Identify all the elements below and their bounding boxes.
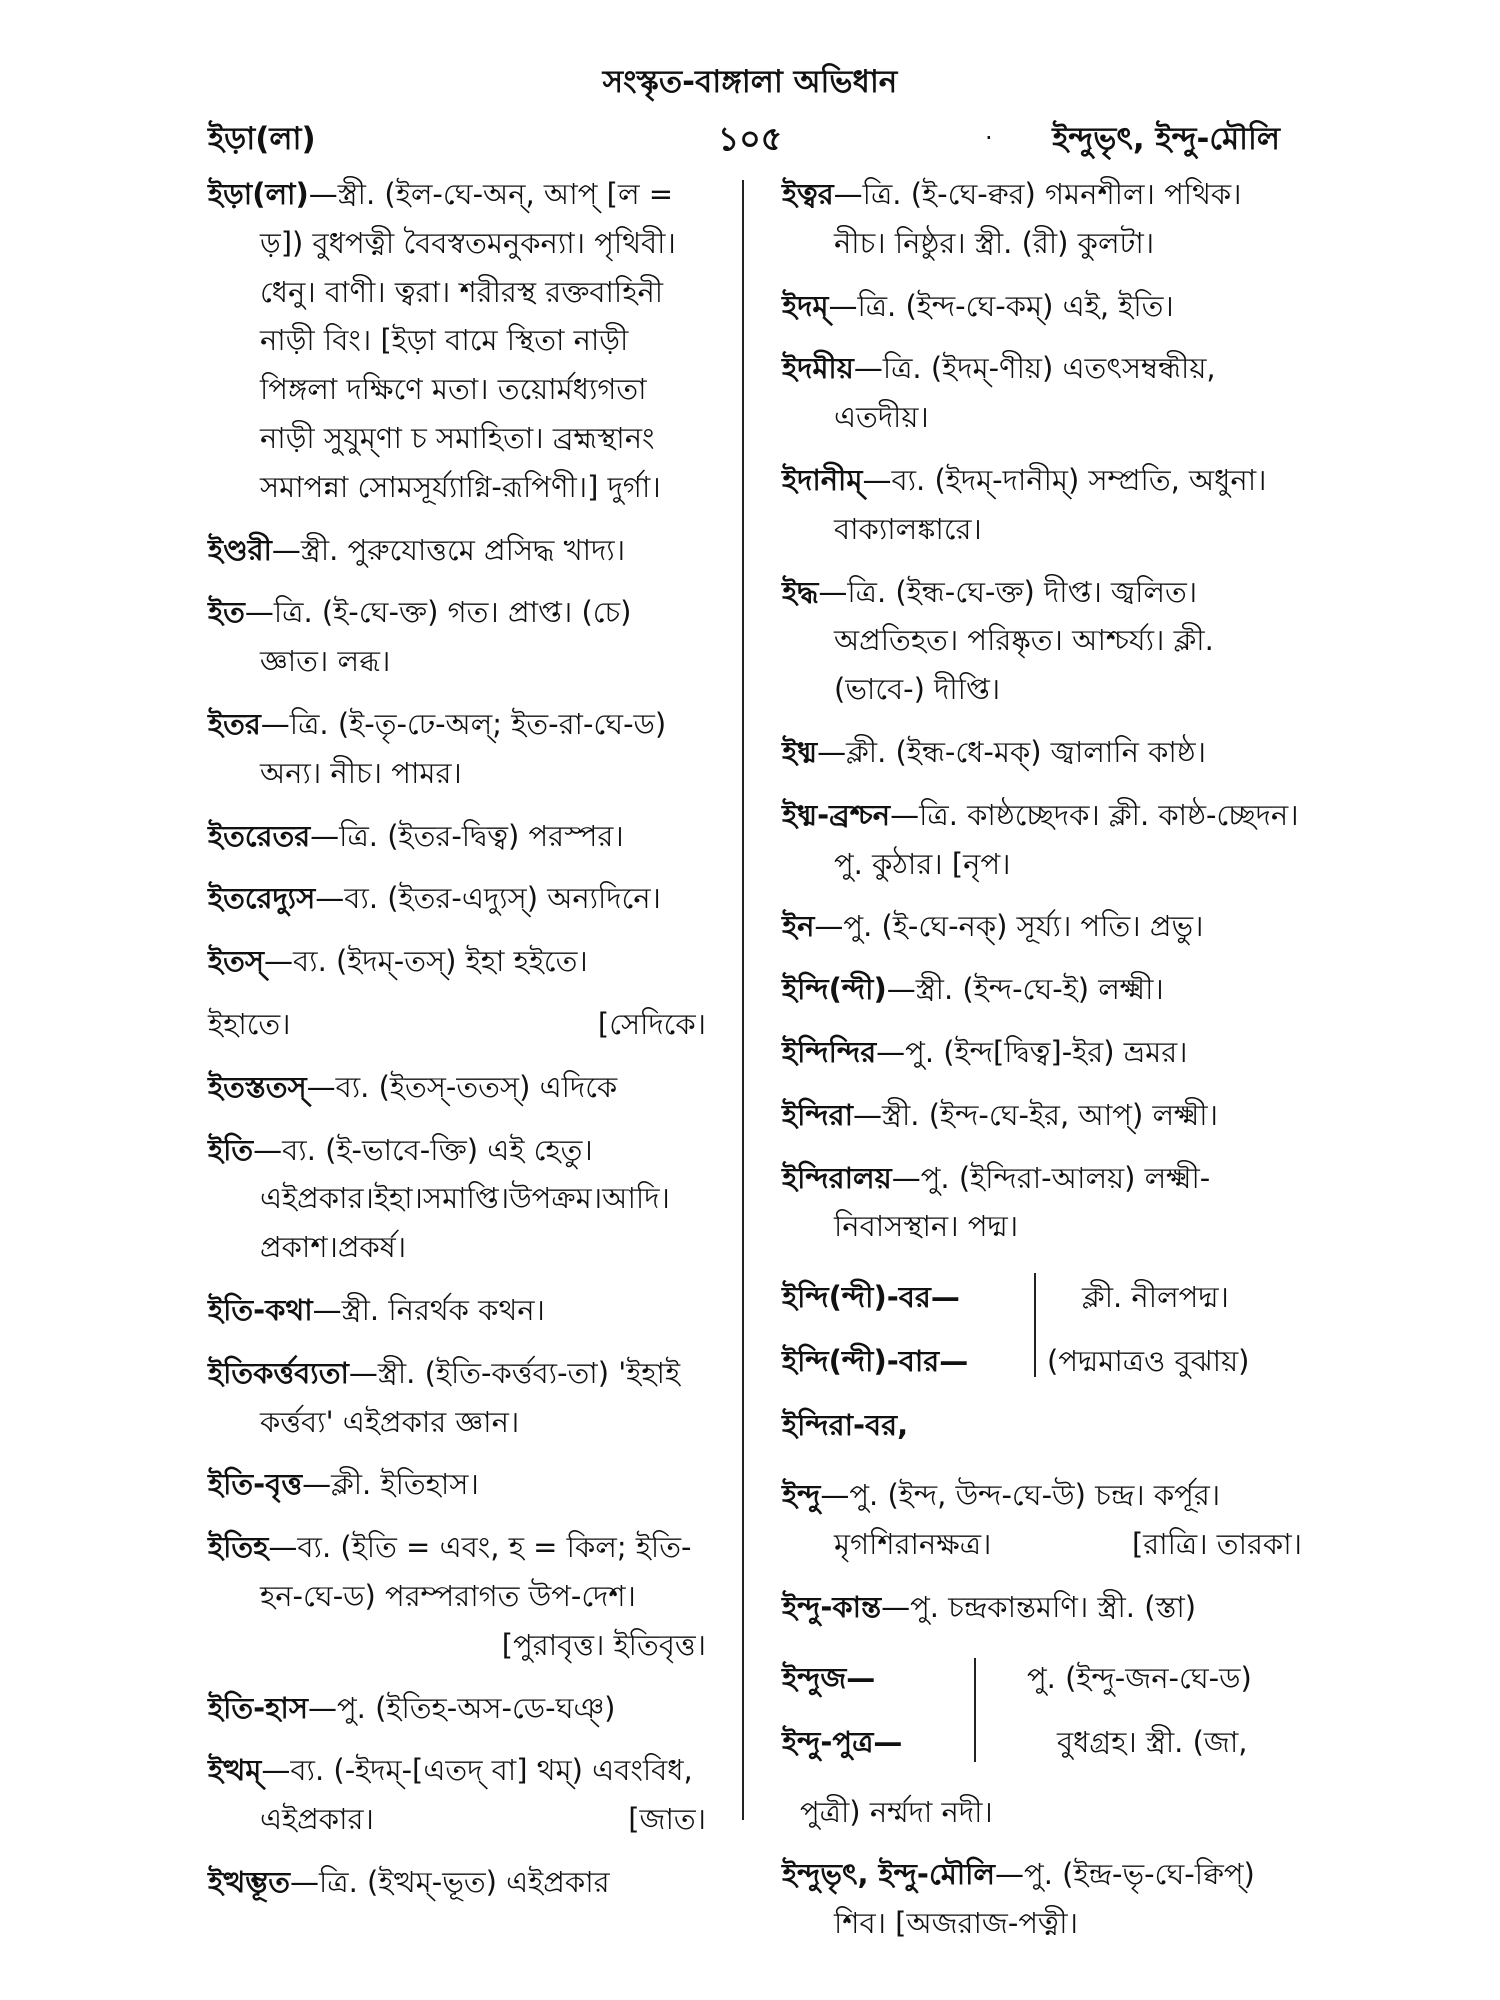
definition: —পু. (ইন্দিরা-আলয়) লক্ষ্মী-নিবাসস্থান। পদ্ম।	[834, 1160, 1211, 1244]
definition: —ত্রি. (ইত্থম্-ভূত) এইপ্রকার	[290, 1864, 610, 1899]
running-head-left: ইড়া(লা)	[208, 121, 316, 157]
headword: ইতরেদ্যুস	[208, 881, 316, 916]
entry	[782, 1154, 1302, 1252]
headword: ইত	[208, 595, 245, 630]
entry	[782, 344, 1302, 442]
headword: ইড়া(লা)	[208, 177, 309, 211]
entry	[208, 812, 706, 861]
brace-group-mercury	[782, 1646, 1302, 1774]
entry	[208, 1746, 706, 1844]
headword: ইত্বর	[782, 177, 834, 211]
brace-row	[782, 1710, 1302, 1774]
definition: —ত্রি. (ইদম্-ণীয়) এতৎসম্বন্ধীয়, এতদীয়।	[834, 351, 1216, 435]
headword: ইন্দিরা	[782, 1097, 854, 1132]
right-column	[782, 170, 1302, 1962]
entry	[782, 282, 1302, 331]
entry	[208, 1460, 706, 1509]
definition: —ব্য. (ইদম্-তস্) ইহা হইতে।	[264, 944, 588, 979]
definition: —পু. (ইন্দ্র-ভৃ-ঘে-ক্বিপ্) শিব। [অজরাজ-পত্নী।	[834, 1857, 1255, 1941]
entry	[782, 1583, 1302, 1632]
entry	[782, 791, 1302, 889]
definition: —ব্য. (ইতি = এবং, হ = কিল; ইতি-হন-ঘে-ড) পরম্পরাগত উপ-দেশ।	[260, 1530, 692, 1613]
definition: —পু. চন্দ্রকান্তমণি। স্ত্রী. (স্তা)	[881, 1589, 1197, 1624]
brace-icon	[1034, 1273, 1046, 1377]
headword: ইতস্	[208, 944, 265, 979]
entry	[782, 902, 1302, 951]
headword: ইন্দু-পুত্র—	[782, 1724, 903, 1759]
entry	[208, 874, 706, 923]
headword: ইন্দি(ন্দী)-বর—	[782, 1280, 960, 1315]
entry	[208, 1523, 706, 1669]
definition: ইহাতে।	[208, 1006, 291, 1041]
headword: ইধ্ম	[782, 734, 818, 769]
definition: —ত্রি. (ইতর-দ্বিত্ব) পরস্পর।	[310, 818, 624, 853]
headword: ইতি-হাস	[208, 1690, 308, 1725]
definition: —স্ত্রী. (ইল-ঘে-অন্, আপ্ [ল = ড়]) বুধপত্নী বৈবস্বতমনুকন্যা। পৃথিবী। ধেনু। বাণী। ত্বরা। শরীরস্থ রক্তবাহিনী নাড়ী বিং। [ইড়া বামে স্থিতা নাড়ী পিঙ্গলা দক্ষিণে মতা। তয়োর্মধ্যগতা নাড়ী সুযুম্ণা চ সমাহিতা। ব্রহ্মস্থানং সমাপন্না সোমসূর্য্যাগ্নি-রূপিণী।] দুর্গা।	[260, 177, 676, 504]
definition-tail: [রাত্রি। তারকা।	[1131, 1526, 1302, 1561]
entry	[208, 526, 706, 575]
entry	[208, 1063, 706, 1112]
definition: —ত্রি. (ই-ঘে-ক্ত) গত। প্রাপ্ত। (চে) জ্ঞাত। লব্ধ।	[244, 595, 632, 679]
headword: ইন	[782, 909, 815, 944]
definition: —ত্রি. (ইন্ধ-ঘে-ক্ত) দীপ্ত। জ্বলিত। অপ্রতিহত। পরিষ্কৃত। আশ্চর্য্য। ক্লী. (ভাবে-) দীপ্তি।	[818, 574, 1214, 707]
page-title: সংস্কৃত-বাঙ্গালা অভিধান	[602, 64, 898, 100]
definition: —ত্রি. কাষ্ঠচ্ছেদক। ক্লী. কাষ্ঠ-চ্ছেদন। পু. কুঠার। [নৃপ।	[834, 797, 1299, 881]
definition: (পদ্মমাত্রও বুঝায়)	[1047, 1344, 1250, 1379]
brace-row	[782, 1646, 1302, 1710]
headword: ইন্দুজ—	[782, 1660, 876, 1695]
header-dot: ·	[985, 124, 993, 152]
brace-icon	[974, 1658, 986, 1762]
headword: ইন্দিন্দির	[782, 1034, 877, 1069]
definition-tail: [পুরাবৃত্ত। ইতিবৃত্ত।	[501, 1627, 706, 1662]
entry	[782, 456, 1302, 554]
headword: ইতিকর্ত্তব্যতা	[208, 1355, 349, 1390]
entry	[782, 1471, 1302, 1569]
entry	[208, 1684, 706, 1733]
entry	[208, 1000, 706, 1049]
headword: ইত্থম্	[208, 1753, 262, 1788]
definition-tail: [জাত।	[628, 1802, 706, 1837]
headword: ইন্দিরা-বর,	[782, 1408, 909, 1443]
headword: ইতি	[208, 1132, 254, 1167]
headword: ইদমীয়	[782, 351, 854, 386]
definition: —স্ত্রী. (ইন্দ-ঘে-ইর, আপ্) লক্ষ্মী।	[853, 1097, 1218, 1132]
headword: ইন্দি(ন্দী)-বার—	[782, 1344, 969, 1379]
definition: —স্ত্রী. নিরর্থক কথন।	[312, 1292, 545, 1327]
headword: ইতরেতর	[208, 818, 311, 853]
entry	[782, 568, 1302, 714]
headword: ইন্দু-কান্ত	[782, 1589, 882, 1624]
definition: বুধগ্রহ। স্ত্রী. (জা,	[1057, 1724, 1248, 1759]
definition: —ত্রি. (ইন্দ-ঘে-কম্) এই, ইতি।	[828, 288, 1174, 323]
entry	[208, 1349, 706, 1447]
definition: —ক্লী. (ইন্ধ-ধে-মক্) জ্বালানি কাষ্ঠ।	[817, 734, 1207, 769]
page-number: ১০৫	[717, 119, 783, 158]
entry	[782, 1850, 1302, 1948]
definition: —ব্য. (ই-ভাবে-ক্তি) এই হেতু। এইপ্রকার।ইহা।সমাপ্তি।উপক্রম।আদি। প্রকাশ।প্রকর্ষ।	[253, 1132, 670, 1265]
definition: পু. (ইন্দু-জন-ঘে-ড)	[1027, 1660, 1252, 1695]
definition: ক্লী. নীলপদ্ম।	[1082, 1280, 1229, 1315]
definition: —পু. (ইন্দ, উন্দ-ঘে-উ) চন্দ্র। কর্পূর। মৃগশিরানক্ষত্র।	[820, 1478, 1221, 1561]
headword: ইতি-কথা	[208, 1292, 313, 1327]
definition: —পু. (ইন্দ[দ্বিত্ব]-ইর) ভ্রমর।	[876, 1034, 1188, 1069]
definition: —ব্য. (ইতস্-ততস্) এদিকে	[306, 1069, 618, 1104]
definition: —স্ত্রী. (ইন্দ-ঘে-ই) লক্ষ্মী।	[886, 972, 1164, 1007]
headword: ইন্দিরালয়	[782, 1160, 892, 1195]
headword: ইত্থম্ভূত	[208, 1864, 290, 1899]
headword: ইণ্ডরী	[208, 532, 272, 567]
entry	[782, 170, 1302, 268]
definition: —ত্রি. (ই-তৃ-ঢে-অল্; ইত-রা-ঘে-ড) অন্য। নীচ। পামর।	[260, 706, 667, 790]
entry	[782, 728, 1302, 777]
headword: ইতি-বৃত্ত	[208, 1467, 303, 1502]
headword: ইদ্ধ	[782, 574, 819, 609]
entry	[782, 965, 1302, 1014]
definition: —পু. (ই-ঘে-নক্) সূর্য্য। পতি। প্রভু।	[814, 909, 1204, 944]
running-head-right: ইন্দুভৃৎ, ইন্দু-মৌলি	[1052, 121, 1280, 157]
entry	[782, 1091, 1302, 1140]
entry	[208, 1286, 706, 1335]
definition: —স্ত্রী. (ইতি-কর্ত্তব্য-তা) 'ইহাই কর্ত্তব্য' এইপ্রকার জ্ঞান।	[260, 1355, 681, 1439]
definition: —ব্য. (-ইদম্-[এতদ্ বা] থম্) এবংবিধ, এইপ্রকার।	[260, 1753, 693, 1837]
definition: —ব্য. (ইতর-এদ্যুস্) অন্যদিনে।	[315, 881, 661, 916]
left-column	[208, 170, 706, 1921]
entry	[208, 170, 706, 512]
brace-group-lotus	[782, 1265, 1302, 1457]
entry	[208, 937, 706, 986]
entry	[782, 1028, 1302, 1077]
entry-continuation: পুত্রী) নর্ম্মদা নদী।	[800, 1794, 993, 1829]
headword: ইন্দি(ন্দী)	[782, 972, 887, 1007]
headword: ইধ্ম-ব্রশ্চন	[782, 797, 891, 832]
definition: —স্ত্রী. পুরুযোত্তমে প্রসিদ্ধ খাদ্য।	[271, 532, 626, 567]
headword: ইন্দু	[782, 1478, 821, 1513]
entry	[208, 588, 706, 686]
headword: ইদানীম্	[782, 462, 863, 497]
brace-row	[782, 1393, 1302, 1457]
definition-tail: [সেদিকে।	[597, 1006, 706, 1041]
entry	[208, 1126, 706, 1272]
column-divider	[742, 180, 744, 1820]
entry	[208, 700, 706, 798]
definition: —ত্রি. (ই-ঘে-ক্বর) গমনশীল। পথিক। নীচ। নিষ্ঠুর। স্ত্রী. (রী) কুলটা।	[833, 177, 1242, 260]
entry	[208, 1858, 706, 1907]
headword: ইদম্	[782, 288, 829, 323]
headword: ইতর	[208, 706, 261, 741]
headword: ইতস্ততস্	[208, 1069, 307, 1104]
headword: ইতিহ	[208, 1530, 269, 1565]
definition: —ব্য. (ইদম্-দানীম্) সম্প্রতি, অধুনা। বাক্যালঙ্কারে।	[834, 462, 1267, 546]
definition: —পু. (ইতিহ-অস-ডে-ঘঞ্)	[307, 1690, 616, 1725]
headword: ইন্দুভৃৎ, ইন্দু-মৌলি	[782, 1857, 996, 1892]
definition: —ক্লী. ইতিহাস।	[302, 1467, 479, 1502]
